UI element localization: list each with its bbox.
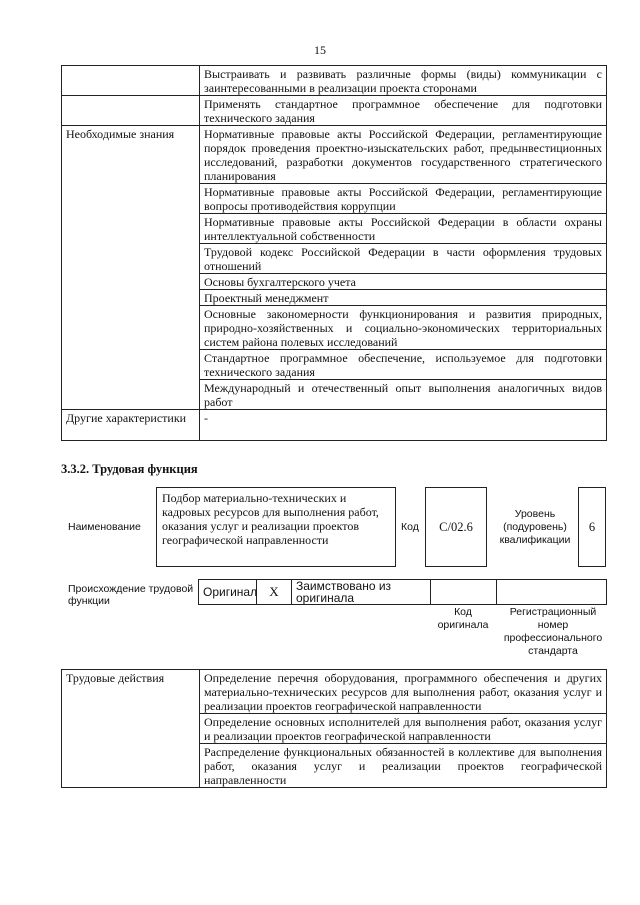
action-cell: Распределение функциональных обязанностей в коллективе для выполнения работ, оказания услуг и реализации проектов географической направленности: [200, 744, 607, 788]
knowledge-cell: Нормативные правовые акты Российской Федерации, регламентирующие вопросы противодействия коррупции: [200, 184, 607, 214]
level-label: Уровень (подуровень) квалификации: [499, 508, 571, 546]
skill-cell: Применять стандартное программное обеспечение для подготовки технического задания: [200, 96, 607, 126]
function-name-box: Подбор материально-технических и кадровых ресурсов для выполнения работ, оказания услуг и реализации проектов географической направленности: [156, 487, 396, 567]
skill-cell: Выстраивать и развивать различные формы (виды) коммуникации с заинтересованными в реализации проекта сторонами: [200, 66, 607, 96]
empty-label-cell: [62, 66, 200, 96]
borrowed-label: Заимствовано из оригинала: [292, 580, 431, 605]
table-row: [62, 66, 607, 96]
actions-label: Трудовые действия: [62, 670, 200, 788]
reg-number-cell: [497, 580, 607, 605]
table-row: [62, 96, 607, 126]
table-row: [62, 670, 607, 714]
table-row: [62, 410, 607, 441]
name-label: Наименование: [68, 521, 141, 533]
original-label: Оригинал: [199, 580, 257, 605]
knowledge-cell: Трудовой кодекс Российской Федерации в части оформления трудовых отношений: [200, 244, 607, 274]
action-cell: Определение основных исполнителей для выполнения работ, оказания услуг и реализации проектов географической направленности: [200, 714, 607, 744]
section-heading: 3.3.2. Трудовая функция: [61, 462, 198, 476]
code-caption: Код оригинала: [437, 606, 489, 631]
knowledge-table: [61, 65, 607, 441]
actions-table: [61, 669, 607, 788]
knowledge-cell: Проектный менеджмент: [200, 290, 607, 306]
origin-table: [198, 579, 607, 605]
knowledge-cell: Стандартное программное обеспечение, используемое для подготовки технического задания: [200, 350, 607, 380]
table-row: [199, 580, 607, 605]
reg-caption: Регистрационный номер профессионального стандарта: [503, 606, 603, 657]
code-label: Код: [401, 521, 419, 533]
knowledge-cell: Нормативные правовые акты Российской Федерации в области охраны интеллектуальной собственности: [200, 214, 607, 244]
knowledge-cell: Международный и отечественный опыт выполнения аналогичных видов работ: [200, 380, 607, 410]
other-label: Другие характеристики: [62, 410, 200, 441]
knowledge-cell: Нормативные правовые акты Российской Федерации, регламентирующие порядок проведения проектно-изыскательских работ, предынвестиционных исследований, разработки документов государственного стратегического планирования: [200, 126, 607, 184]
original-code-cell: [431, 580, 497, 605]
function-code-box: С/02.6: [425, 487, 487, 567]
page-number: 15: [314, 43, 326, 57]
origin-label: Происхождение трудовой функции: [68, 583, 194, 607]
knowledge-cell: Основы бухгалтерского учета: [200, 274, 607, 290]
knowledge-label: Необходимые знания: [62, 126, 200, 410]
empty-label-cell: [62, 96, 200, 126]
table-row: [62, 126, 607, 184]
knowledge-cell: Основные закономерности функционирования и развития природных, природно-хозяйственных и социально-экономических территориальных систем района полевых исследований: [200, 306, 607, 350]
level-value-box: 6: [578, 487, 606, 567]
action-cell: Определение перечня оборудования, программного обеспечения и других материально-технических ресурсов для выполнения работ, оказания услуг и реализации проектов географической направленности: [200, 670, 607, 714]
other-value: -: [200, 410, 607, 441]
original-mark: X: [257, 580, 292, 605]
